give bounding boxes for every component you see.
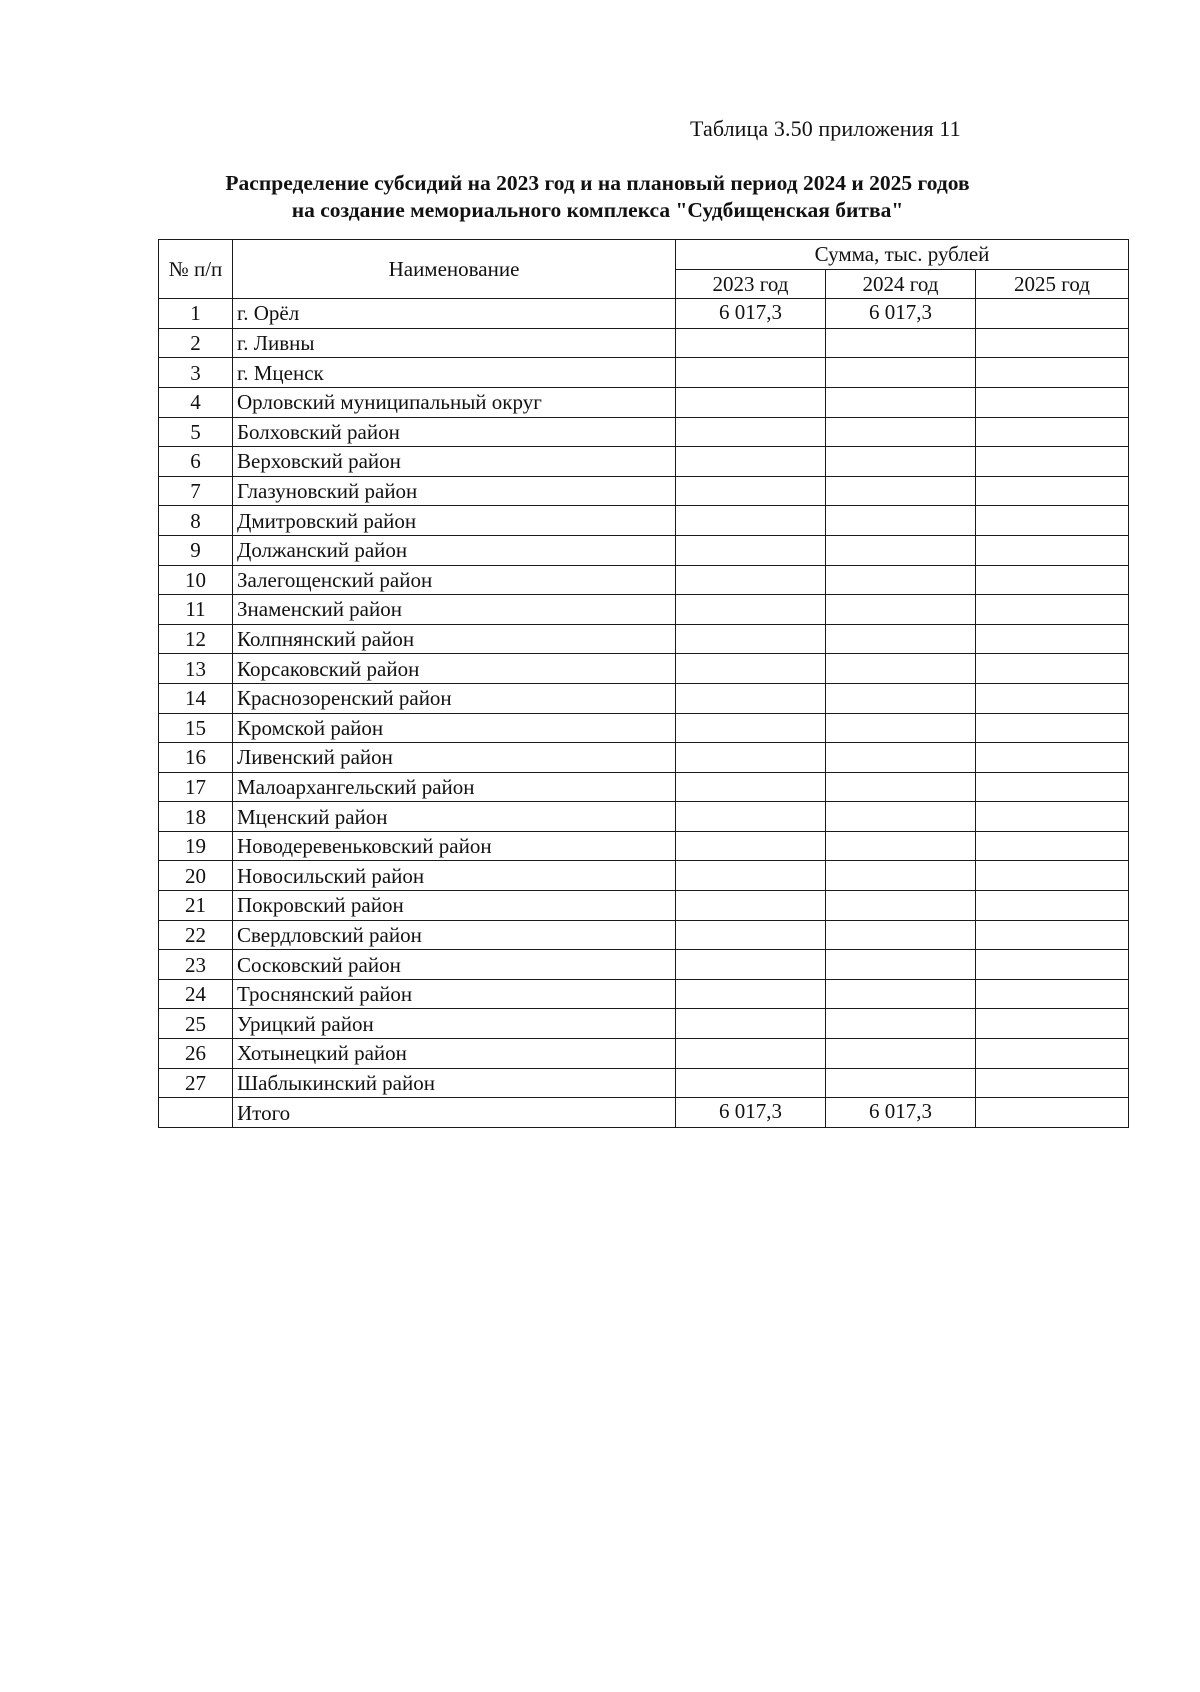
cell-2025 (976, 861, 1129, 891)
cell-2023 (676, 654, 826, 684)
cell-number: 3 (159, 358, 233, 388)
table-row (159, 683, 1129, 713)
cell-2023 (676, 861, 826, 891)
cell-number: 26 (159, 1039, 233, 1069)
cell-2024 (826, 861, 976, 891)
cell-2025 (976, 950, 1129, 980)
cell-name: Должанский район (233, 535, 676, 565)
cell-number: 21 (159, 891, 233, 921)
cell-2025 (976, 447, 1129, 477)
table-row (159, 358, 1129, 388)
cell-2024 (826, 683, 976, 713)
table-row (159, 802, 1129, 832)
cell-number: 8 (159, 506, 233, 536)
cell-number: 25 (159, 1009, 233, 1039)
cell-number: 24 (159, 979, 233, 1009)
cell-2023 (676, 743, 826, 773)
cell-2025 (976, 979, 1129, 1009)
table-row (159, 417, 1129, 447)
cell-2023 (676, 328, 826, 358)
cell-name: Сосковский район (233, 950, 676, 980)
cell-2025 (976, 387, 1129, 417)
total-row (159, 1098, 1129, 1128)
cell-number: 20 (159, 861, 233, 891)
cell-2024 (826, 387, 976, 417)
subsidy-distribution-table (158, 239, 1129, 1128)
table-row (159, 535, 1129, 565)
cell-2023 (676, 831, 826, 861)
cell-number: 22 (159, 920, 233, 950)
cell-name: Шаблыкинский район (233, 1068, 676, 1098)
cell-number: 7 (159, 476, 233, 506)
cell-2024 (826, 476, 976, 506)
table-row (159, 743, 1129, 773)
cell-2024 (826, 1009, 976, 1039)
cell-name: г. Мценск (233, 358, 676, 388)
cell-2024 (826, 506, 976, 536)
cell-name: Троснянский район (233, 979, 676, 1009)
cell-name: Знаменский район (233, 595, 676, 625)
table-row (159, 713, 1129, 743)
cell-2024 (826, 654, 976, 684)
cell-name: Урицкий район (233, 1009, 676, 1039)
cell-2024 (826, 624, 976, 654)
cell-2023 (676, 565, 826, 595)
document-title-line-2: на создание мемориального комплекса "Судбищенская битва" (291, 198, 904, 222)
cell-name: г. Орёл (233, 299, 676, 329)
cell-number: 9 (159, 535, 233, 565)
table-row (159, 1039, 1129, 1069)
cell-2024 (826, 358, 976, 388)
cell-name: Орловский муниципальный округ (233, 387, 676, 417)
cell-2024 (826, 447, 976, 477)
cell-number: 16 (159, 743, 233, 773)
cell-2023 (676, 506, 826, 536)
cell-name: Свердловский район (233, 920, 676, 950)
cell-number: 1 (159, 299, 233, 329)
cell-2025 (976, 506, 1129, 536)
cell-name: Кромской район (233, 713, 676, 743)
cell-2024 (826, 417, 976, 447)
cell-2024: 6 017,3 (826, 299, 976, 329)
cell-name: Хотынецкий район (233, 1039, 676, 1069)
cell-number: 19 (159, 831, 233, 861)
cell-2023 (676, 683, 826, 713)
cell-2024 (826, 535, 976, 565)
column-header-name: Наименование (233, 240, 676, 299)
total-cell-name: Итого (233, 1098, 676, 1128)
cell-name: Корсаковский район (233, 654, 676, 684)
cell-name: Глазуновский район (233, 476, 676, 506)
cell-2025 (976, 476, 1129, 506)
cell-2024 (826, 1039, 976, 1069)
column-header-number: № п/п (159, 240, 233, 299)
header-row-1 (159, 240, 1129, 270)
cell-2024 (826, 802, 976, 832)
table-row (159, 565, 1129, 595)
cell-name: г. Ливны (233, 328, 676, 358)
column-header-sum-group: Сумма, тыс. рублей (676, 240, 1129, 270)
document-title-line-1: Распределение субсидий на 2023 год и на плановый период 2024 и 2025 годов (225, 171, 970, 195)
cell-2024 (826, 979, 976, 1009)
cell-2023 (676, 1068, 826, 1098)
cell-name: Верховский район (233, 447, 676, 477)
cell-2023 (676, 802, 826, 832)
cell-number: 23 (159, 950, 233, 980)
cell-name: Мценский район (233, 802, 676, 832)
cell-2023 (676, 476, 826, 506)
table-row (159, 1068, 1129, 1098)
cell-2023 (676, 387, 826, 417)
cell-2023 (676, 1039, 826, 1069)
cell-number: 11 (159, 595, 233, 625)
cell-number: 10 (159, 565, 233, 595)
cell-2025 (976, 417, 1129, 447)
cell-2023 (676, 950, 826, 980)
cell-2024 (826, 920, 976, 950)
cell-2025 (976, 1009, 1129, 1039)
cell-2025 (976, 1068, 1129, 1098)
total-cell-2023: 6 017,3 (676, 1098, 826, 1128)
cell-2025 (976, 772, 1129, 802)
cell-number: 14 (159, 683, 233, 713)
cell-2024 (826, 595, 976, 625)
column-header-2025: 2025 год (976, 269, 1129, 299)
table-row (159, 328, 1129, 358)
cell-2024 (826, 831, 976, 861)
cell-2025 (976, 743, 1129, 773)
cell-2024 (826, 743, 976, 773)
cell-2024 (826, 328, 976, 358)
cell-2025 (976, 299, 1129, 329)
table-row (159, 624, 1129, 654)
cell-2025 (976, 565, 1129, 595)
cell-2023 (676, 772, 826, 802)
cell-2024 (826, 1068, 976, 1098)
cell-2024 (826, 713, 976, 743)
cell-2023 (676, 891, 826, 921)
table-row (159, 950, 1129, 980)
cell-2025 (976, 802, 1129, 832)
cell-2025 (976, 595, 1129, 625)
cell-2024 (826, 565, 976, 595)
cell-2023 (676, 713, 826, 743)
table-row (159, 1009, 1129, 1039)
cell-name: Краснозоренский район (233, 683, 676, 713)
table-row (159, 299, 1129, 329)
table-row (159, 654, 1129, 684)
table-reference: Таблица 3.50 приложения 11 (690, 116, 961, 141)
cell-2023 (676, 595, 826, 625)
table-row (159, 891, 1129, 921)
cell-name: Залегощенский район (233, 565, 676, 595)
cell-2023 (676, 624, 826, 654)
cell-name: Болховский район (233, 417, 676, 447)
cell-number: 4 (159, 387, 233, 417)
total-cell-2024: 6 017,3 (826, 1098, 976, 1128)
cell-2025 (976, 713, 1129, 743)
cell-2025 (976, 891, 1129, 921)
cell-2023 (676, 358, 826, 388)
cell-2024 (826, 891, 976, 921)
cell-2023 (676, 920, 826, 950)
cell-2025 (976, 1039, 1129, 1069)
cell-2023 (676, 535, 826, 565)
cell-number: 5 (159, 417, 233, 447)
table-row (159, 447, 1129, 477)
cell-2025 (976, 654, 1129, 684)
cell-2025 (976, 535, 1129, 565)
cell-number: 17 (159, 772, 233, 802)
cell-name: Малоархангельский район (233, 772, 676, 802)
table-row (159, 772, 1129, 802)
table-row (159, 387, 1129, 417)
cell-2025 (976, 328, 1129, 358)
column-header-2024: 2024 год (826, 269, 976, 299)
cell-2023 (676, 417, 826, 447)
column-header-2023: 2023 год (676, 269, 826, 299)
table-row (159, 506, 1129, 536)
table-row (159, 595, 1129, 625)
total-cell-number (159, 1098, 233, 1128)
cell-2025 (976, 831, 1129, 861)
table-row (159, 476, 1129, 506)
table-header (159, 240, 1129, 299)
table-body (159, 299, 1129, 1128)
cell-2023 (676, 979, 826, 1009)
cell-number: 13 (159, 654, 233, 684)
table-row (159, 979, 1129, 1009)
table-row (159, 920, 1129, 950)
cell-number: 2 (159, 328, 233, 358)
cell-2025 (976, 920, 1129, 950)
cell-name: Новодеревеньковский район (233, 831, 676, 861)
cell-2023: 6 017,3 (676, 299, 826, 329)
cell-2024 (826, 950, 976, 980)
cell-name: Ливенский район (233, 743, 676, 773)
cell-number: 27 (159, 1068, 233, 1098)
cell-name: Новосильский район (233, 861, 676, 891)
cell-name: Дмитровский район (233, 506, 676, 536)
total-cell-2025 (976, 1098, 1129, 1128)
cell-number: 12 (159, 624, 233, 654)
cell-name: Покровский район (233, 891, 676, 921)
cell-2024 (826, 772, 976, 802)
cell-2023 (676, 447, 826, 477)
cell-2025 (976, 358, 1129, 388)
cell-2023 (676, 1009, 826, 1039)
table-row (159, 861, 1129, 891)
cell-2025 (976, 624, 1129, 654)
cell-2025 (976, 683, 1129, 713)
cell-number: 15 (159, 713, 233, 743)
cell-number: 6 (159, 447, 233, 477)
cell-name: Колпнянский район (233, 624, 676, 654)
table-row (159, 831, 1129, 861)
cell-number: 18 (159, 802, 233, 832)
